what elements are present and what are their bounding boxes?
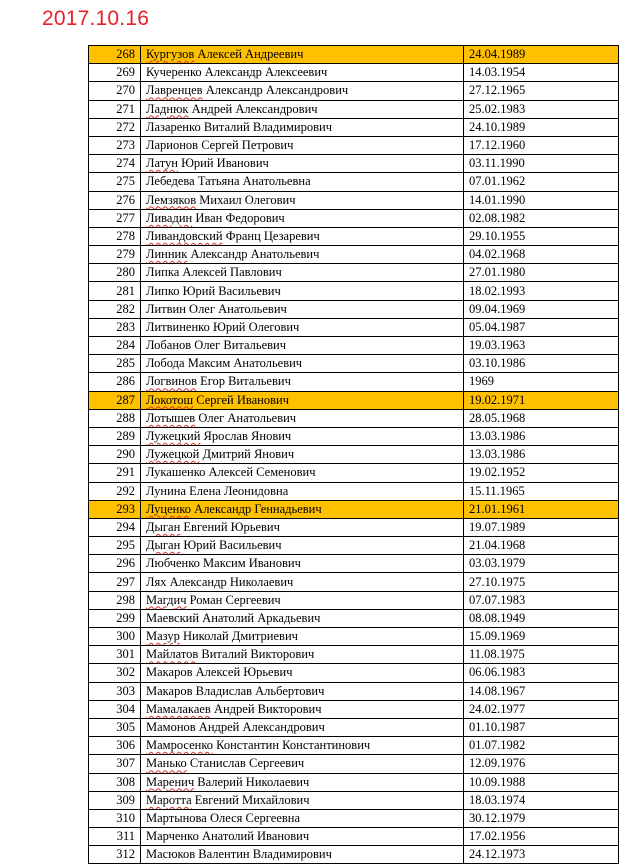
table-row (89, 355, 619, 373)
given-names-text: Александр Анатольевич (187, 247, 320, 262)
row-number-cell: 299 (89, 609, 141, 627)
full-name-cell (141, 318, 464, 336)
birth-date-cell: 10.09.1988 (464, 773, 619, 791)
full-name-cell (141, 136, 464, 154)
given-names-text: Юрий Иванович (177, 156, 269, 171)
full-name-cell (141, 373, 464, 391)
table-row (89, 737, 619, 755)
surname-text: Макаров (146, 665, 193, 680)
birth-date-cell: 18.03.1974 (464, 791, 619, 809)
surname-text: Латун (146, 156, 178, 171)
table-row (89, 100, 619, 118)
full-name-cell (141, 773, 464, 791)
row-number-cell: 298 (89, 591, 141, 609)
given-names-text: Андрей Александрович (195, 720, 325, 735)
surname-text: Литвиненко (146, 319, 210, 334)
row-number-cell: 311 (89, 828, 141, 846)
full-name-cell (141, 646, 464, 664)
table-row (89, 264, 619, 282)
table-row (89, 46, 619, 64)
given-names-text: Андрей Александрович (188, 101, 318, 116)
birth-date-cell: 24.10.1989 (464, 118, 619, 136)
roster-table-body (89, 46, 619, 864)
row-number-cell: 289 (89, 427, 141, 445)
surname-text: Маевский (146, 610, 200, 625)
surname-text: Маренич (146, 774, 195, 789)
surname-text: Кургузов (146, 47, 195, 62)
surname-text: Литвин (146, 301, 186, 316)
table-row (89, 82, 619, 100)
full-name-cell (141, 628, 464, 646)
table-row (89, 464, 619, 482)
table-row (89, 682, 619, 700)
full-name-cell (141, 537, 464, 555)
given-names-text: Константин Константинович (213, 738, 371, 753)
given-names-text: Валерий Николаевич (194, 774, 310, 789)
table-row (89, 427, 619, 445)
given-names-text: Алексей Павлович (179, 265, 282, 280)
surname-text: Ладнюк (146, 101, 189, 116)
full-name-cell (141, 209, 464, 227)
row-number-cell: 282 (89, 300, 141, 318)
full-name-cell (141, 391, 464, 409)
given-names-text: Сергей Иванович (193, 392, 289, 407)
surname-text: Лукашенко (146, 465, 206, 480)
row-number-cell: 300 (89, 628, 141, 646)
birth-date-cell: 1969 (464, 373, 619, 391)
birth-date-cell: 03.03.1979 (464, 555, 619, 573)
given-names-text: Егор Витальевич (196, 374, 291, 389)
full-name-cell (141, 118, 464, 136)
full-name-cell (141, 755, 464, 773)
table-row (89, 391, 619, 409)
row-number-cell: 296 (89, 555, 141, 573)
given-names-text: Сергей Петрович (198, 138, 294, 153)
full-name-cell (141, 555, 464, 573)
row-number-cell: 280 (89, 264, 141, 282)
table-row (89, 373, 619, 391)
full-name-cell (141, 500, 464, 518)
given-names-text: Франц Цезаревич (222, 228, 320, 243)
birth-date-cell: 07.07.1983 (464, 591, 619, 609)
birth-date-cell: 24.04.1989 (464, 46, 619, 64)
birth-date-cell: 24.12.1973 (464, 846, 619, 864)
given-names-text: Дмитрий Янович (199, 447, 295, 462)
row-number-cell: 306 (89, 737, 141, 755)
full-name-cell (141, 591, 464, 609)
given-names-text: Юрий Васильевич (180, 538, 282, 553)
row-number-cell: 278 (89, 227, 141, 245)
birth-date-cell: 01.10.1987 (464, 718, 619, 736)
document-date-heading: 2017.10.16 (42, 7, 150, 30)
surname-text: Лазаренко (146, 119, 201, 134)
row-number-cell: 273 (89, 136, 141, 154)
row-number-cell: 301 (89, 646, 141, 664)
full-name-cell (141, 300, 464, 318)
birth-date-cell: 19.02.1952 (464, 464, 619, 482)
surname-text: Маротта (146, 792, 192, 807)
row-number-cell: 307 (89, 755, 141, 773)
birth-date-cell: 13.03.1986 (464, 427, 619, 445)
full-name-cell (141, 82, 464, 100)
surname-text: Магдич (146, 592, 187, 607)
birth-date-cell: 17.02.1956 (464, 828, 619, 846)
full-name-cell (141, 155, 464, 173)
table-row (89, 537, 619, 555)
birth-date-cell: 24.02.1977 (464, 700, 619, 718)
table-row (89, 318, 619, 336)
given-names-text: Николай Дмитриевич (179, 629, 298, 644)
surname-text: Лужецкой (146, 447, 200, 462)
birth-date-cell: 14.08.1967 (464, 682, 619, 700)
table-row (89, 64, 619, 82)
full-name-cell (141, 791, 464, 809)
row-number-cell: 291 (89, 464, 141, 482)
surname-text: Лемзяков (146, 192, 197, 207)
row-number-cell: 284 (89, 337, 141, 355)
table-row (89, 191, 619, 209)
birth-date-cell: 07.01.1962 (464, 173, 619, 191)
full-name-cell (141, 46, 464, 64)
birth-date-cell: 13.03.1986 (464, 446, 619, 464)
table-row (89, 118, 619, 136)
surname-text: Логвинов (146, 374, 197, 389)
table-row (89, 646, 619, 664)
surname-text: Масюков (146, 847, 196, 862)
table-row (89, 573, 619, 591)
birth-date-cell: 19.07.1989 (464, 518, 619, 536)
surname-text: Дыган (146, 538, 181, 553)
given-names-text: Максим Анатольевич (184, 356, 303, 371)
birth-date-cell: 08.08.1949 (464, 609, 619, 627)
birth-date-cell: 27.10.1975 (464, 573, 619, 591)
birth-date-cell: 14.01.1990 (464, 191, 619, 209)
full-name-cell (141, 700, 464, 718)
table-row (89, 282, 619, 300)
full-name-cell (141, 718, 464, 736)
given-names-text: Олег Анатольевич (185, 301, 287, 316)
table-row (89, 337, 619, 355)
full-name-cell (141, 173, 464, 191)
row-number-cell: 275 (89, 173, 141, 191)
table-row (89, 300, 619, 318)
full-name-cell (141, 191, 464, 209)
birth-date-cell: 21.01.1961 (464, 500, 619, 518)
full-name-cell (141, 518, 464, 536)
row-number-cell: 293 (89, 500, 141, 518)
surname-text: Лобанов (146, 338, 192, 353)
birth-date-cell: 12.09.1976 (464, 755, 619, 773)
full-name-cell (141, 246, 464, 264)
row-number-cell: 302 (89, 664, 141, 682)
row-number-cell: 288 (89, 409, 141, 427)
row-number-cell: 294 (89, 518, 141, 536)
row-number-cell: 269 (89, 64, 141, 82)
birth-date-cell: 09.04.1969 (464, 300, 619, 318)
full-name-cell (141, 409, 464, 427)
given-names-text: Виталий Владимирович (200, 119, 333, 134)
row-number-cell: 279 (89, 246, 141, 264)
given-names-text: Юрий Васильевич (179, 283, 281, 298)
birth-date-cell: 04.02.1968 (464, 246, 619, 264)
full-name-cell (141, 355, 464, 373)
given-names-text: Анатолий Иванович (198, 829, 310, 844)
row-number-cell: 274 (89, 155, 141, 173)
birth-date-cell: 01.07.1982 (464, 737, 619, 755)
table-row (89, 664, 619, 682)
given-names-text: Андрей Викторович (210, 701, 322, 716)
full-name-cell (141, 64, 464, 82)
birth-date-cell: 28.05.1968 (464, 409, 619, 427)
table-row (89, 136, 619, 154)
row-number-cell: 271 (89, 100, 141, 118)
birth-date-cell: 25.02.1983 (464, 100, 619, 118)
birth-date-cell: 29.10.1955 (464, 227, 619, 245)
surname-text: Дыган (146, 519, 181, 534)
full-name-cell (141, 664, 464, 682)
birth-date-cell: 11.08.1975 (464, 646, 619, 664)
birth-date-cell: 27.12.1965 (464, 82, 619, 100)
surname-text: Лавренцев (146, 83, 203, 98)
given-names-text: Анатолий Аркадьевич (199, 610, 321, 625)
given-names-text: Алексей Юрьевич (192, 665, 293, 680)
surname-text: Мартынова (146, 810, 207, 825)
birth-date-cell: 03.11.1990 (464, 155, 619, 173)
row-number-cell: 285 (89, 355, 141, 373)
given-names-text: Олег Анатольевич (195, 410, 297, 425)
row-number-cell: 312 (89, 846, 141, 864)
table-row (89, 246, 619, 264)
row-number-cell: 309 (89, 791, 141, 809)
given-names-text: Александр Геннадьевич (191, 501, 322, 516)
row-number-cell: 286 (89, 373, 141, 391)
table-row (89, 628, 619, 646)
table-row (89, 173, 619, 191)
table-row (89, 209, 619, 227)
surname-text: Лужецкий (146, 429, 201, 444)
full-name-cell (141, 846, 464, 864)
full-name-cell (141, 682, 464, 700)
row-number-cell: 281 (89, 282, 141, 300)
surname-text: Луценко (146, 501, 192, 516)
birth-date-cell: 19.03.1963 (464, 337, 619, 355)
row-number-cell: 310 (89, 809, 141, 827)
table-row (89, 227, 619, 245)
row-number-cell: 268 (89, 46, 141, 64)
table-row (89, 718, 619, 736)
birth-date-cell: 19.02.1971 (464, 391, 619, 409)
row-number-cell: 276 (89, 191, 141, 209)
given-names-text: Евгений Юрьевич (180, 519, 280, 534)
given-names-text: Евгений Михайлович (191, 792, 310, 807)
row-number-cell: 290 (89, 446, 141, 464)
row-number-cell: 305 (89, 718, 141, 736)
given-names-text: Владислав Альбертович (192, 683, 325, 698)
given-names-text: Татьяна Анатольевна (194, 174, 311, 189)
given-names-text: Алексей Семенович (205, 465, 316, 480)
full-name-cell (141, 809, 464, 827)
row-number-cell: 270 (89, 82, 141, 100)
given-names-text: Олег Витальевич (191, 338, 287, 353)
birth-date-cell: 03.10.1986 (464, 355, 619, 373)
roster-table (88, 45, 619, 864)
surname-text: Мамонов (146, 720, 196, 735)
table-row (89, 828, 619, 846)
surname-text: Ливадин (146, 210, 193, 225)
surname-text: Ливандовский (146, 228, 223, 243)
full-name-cell (141, 264, 464, 282)
row-number-cell: 272 (89, 118, 141, 136)
row-number-cell: 287 (89, 391, 141, 409)
given-names-text: Александр Александрович (202, 83, 349, 98)
given-names-text: Михаил Олегович (196, 192, 296, 207)
birth-date-cell: 02.08.1982 (464, 209, 619, 227)
full-name-cell (141, 337, 464, 355)
row-number-cell: 308 (89, 773, 141, 791)
surname-text: Майлатов (146, 647, 199, 662)
birth-date-cell: 17.12.1960 (464, 136, 619, 154)
surname-text: Мазур (146, 629, 180, 644)
table-row (89, 409, 619, 427)
row-number-cell: 295 (89, 537, 141, 555)
given-names-text: Роман Сергеевич (186, 592, 281, 607)
full-name-cell (141, 464, 464, 482)
full-name-cell (141, 828, 464, 846)
surname-text: Любченко (146, 556, 200, 571)
table-row (89, 555, 619, 573)
given-names-text: Юрий Олегович (209, 319, 300, 334)
table-row (89, 591, 619, 609)
surname-text: Манько (146, 756, 187, 771)
table-row (89, 482, 619, 500)
given-names-text: Елена Леонидовна (186, 483, 289, 498)
surname-text: Кучеренко (146, 65, 202, 80)
full-name-cell (141, 227, 464, 245)
surname-text: Марченко (146, 829, 199, 844)
full-name-cell (141, 737, 464, 755)
surname-text: Липко (146, 283, 180, 298)
full-name-cell (141, 609, 464, 627)
table-row (89, 518, 619, 536)
full-name-cell (141, 282, 464, 300)
birth-date-cell: 21.04.1968 (464, 537, 619, 555)
given-names-text: Валентин Владимирович (195, 847, 332, 862)
row-number-cell: 304 (89, 700, 141, 718)
birth-date-cell: 15.09.1969 (464, 628, 619, 646)
birth-date-cell: 14.03.1954 (464, 64, 619, 82)
given-names-text: Александр Алексеевич (201, 65, 328, 80)
surname-text: Лебедева (146, 174, 195, 189)
birth-date-cell: 18.02.1993 (464, 282, 619, 300)
full-name-cell (141, 100, 464, 118)
surname-text: Ларионов (146, 138, 199, 153)
given-names-text: Виталий Викторович (198, 647, 315, 662)
row-number-cell: 303 (89, 682, 141, 700)
surname-text: Локотош (146, 392, 194, 407)
birth-date-cell: 05.04.1987 (464, 318, 619, 336)
given-names-text: Олеся Сергеевна (206, 810, 301, 825)
surname-text: Липка (146, 265, 180, 280)
surname-text: Мамалакаев (146, 701, 211, 716)
birth-date-cell: 30.12.1979 (464, 809, 619, 827)
surname-text: Лунина (146, 483, 187, 498)
table-row (89, 446, 619, 464)
given-names-text: Станислав Сергеевич (186, 756, 305, 771)
surname-text: Лях (146, 574, 167, 589)
table-row (89, 809, 619, 827)
birth-date-cell: 06.06.1983 (464, 664, 619, 682)
full-name-cell (141, 573, 464, 591)
full-name-cell (141, 427, 464, 445)
surname-text: Лобода (146, 356, 185, 371)
row-number-cell: 292 (89, 482, 141, 500)
given-names-text: Максим Иванович (199, 556, 301, 571)
table-row (89, 846, 619, 864)
given-names-text: Иван Федорович (192, 210, 285, 225)
table-row (89, 755, 619, 773)
table-row (89, 609, 619, 627)
birth-date-cell: 15.11.1965 (464, 482, 619, 500)
table-row (89, 773, 619, 791)
table-row (89, 155, 619, 173)
birth-date-cell: 27.01.1980 (464, 264, 619, 282)
table-row (89, 791, 619, 809)
given-names-text: Алексей Андреевич (194, 47, 304, 62)
given-names-text: Ярослав Янович (200, 429, 292, 444)
surname-text: Мамросенко (146, 738, 214, 753)
row-number-cell: 297 (89, 573, 141, 591)
table-row (89, 700, 619, 718)
surname-text: Линник (146, 247, 188, 262)
table-row (89, 500, 619, 518)
full-name-cell (141, 446, 464, 464)
given-names-text: Александр Николаевич (166, 574, 294, 589)
full-name-cell (141, 482, 464, 500)
surname-text: Лотышев (146, 410, 196, 425)
row-number-cell: 277 (89, 209, 141, 227)
surname-text: Макаров (146, 683, 193, 698)
row-number-cell: 283 (89, 318, 141, 336)
